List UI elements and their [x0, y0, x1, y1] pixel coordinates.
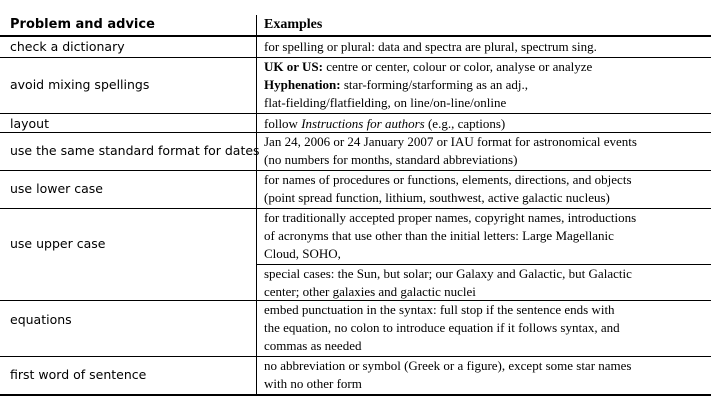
- header-problem: Problem and advice: [10, 17, 155, 32]
- problem-lower-case: use lower case: [10, 181, 103, 196]
- problem-equations: equations: [10, 312, 72, 327]
- example-dictionary: for spelling or plural: data and spectra are plural, spectrum sing.: [264, 39, 597, 54]
- table-rule-top: [0, 35, 711, 37]
- problem-dates: use the same standard format for dates: [10, 143, 260, 158]
- example-lower-case: for names of procedures or functions, elements, directions, and objects (point spread function, lithium, southwest, active galactic nucleus): [264, 172, 632, 205]
- problem-layout: layout: [10, 116, 50, 131]
- problem-first-word: first word of sentence: [10, 367, 147, 382]
- example-upper-case-b: special cases: the Sun, but solar; our Galaxy and Galactic, but Galactic center; other galaxies and galactic nuclei: [264, 266, 632, 299]
- column-divider: [256, 15, 257, 396]
- example-first-word: no abbreviation or symbol (Greek or a figure), except some star names with no other form: [264, 358, 632, 391]
- table-rule-bottom: [0, 394, 711, 396]
- problem-spellings: avoid mixing spellings: [10, 77, 150, 92]
- example-equations: embed punctuation in the syntax: full stop if the sentence ends with the equation, no colon to introduce equation if it follows syntax, and commas as needed: [264, 302, 620, 353]
- problem-dictionary: check a dictionary: [10, 39, 125, 54]
- example-layout: follow Instructions for authors (e.g., captions): [264, 116, 506, 131]
- example-dates: Jan 24, 2006 or 24 January 2007 or IAU format for astronomical events (no numbers for months, standard abbreviations): [264, 134, 637, 167]
- instructions-for-authors: Instructions for authors: [301, 116, 425, 131]
- label-hyphenation: Hyphenation:: [264, 77, 341, 92]
- header-examples: Examples: [264, 17, 323, 32]
- problem-upper-case: use upper case: [10, 236, 106, 251]
- label-uk-us: UK or US:: [264, 59, 323, 74]
- example-upper-case-a: for traditionally accepted proper names, copyright names, introductions of acronyms that use other than the initial letters: Large Magellanic Cloud, SOHO,: [264, 210, 637, 261]
- example-spellings: UK or US: centre or center, colour or color, analyse or analyze Hyphenation: star-forming/starforming as an adj., flat-fielding/flatfielding, on line/on-line/online: [264, 59, 593, 110]
- row-divider: [0, 113, 711, 114]
